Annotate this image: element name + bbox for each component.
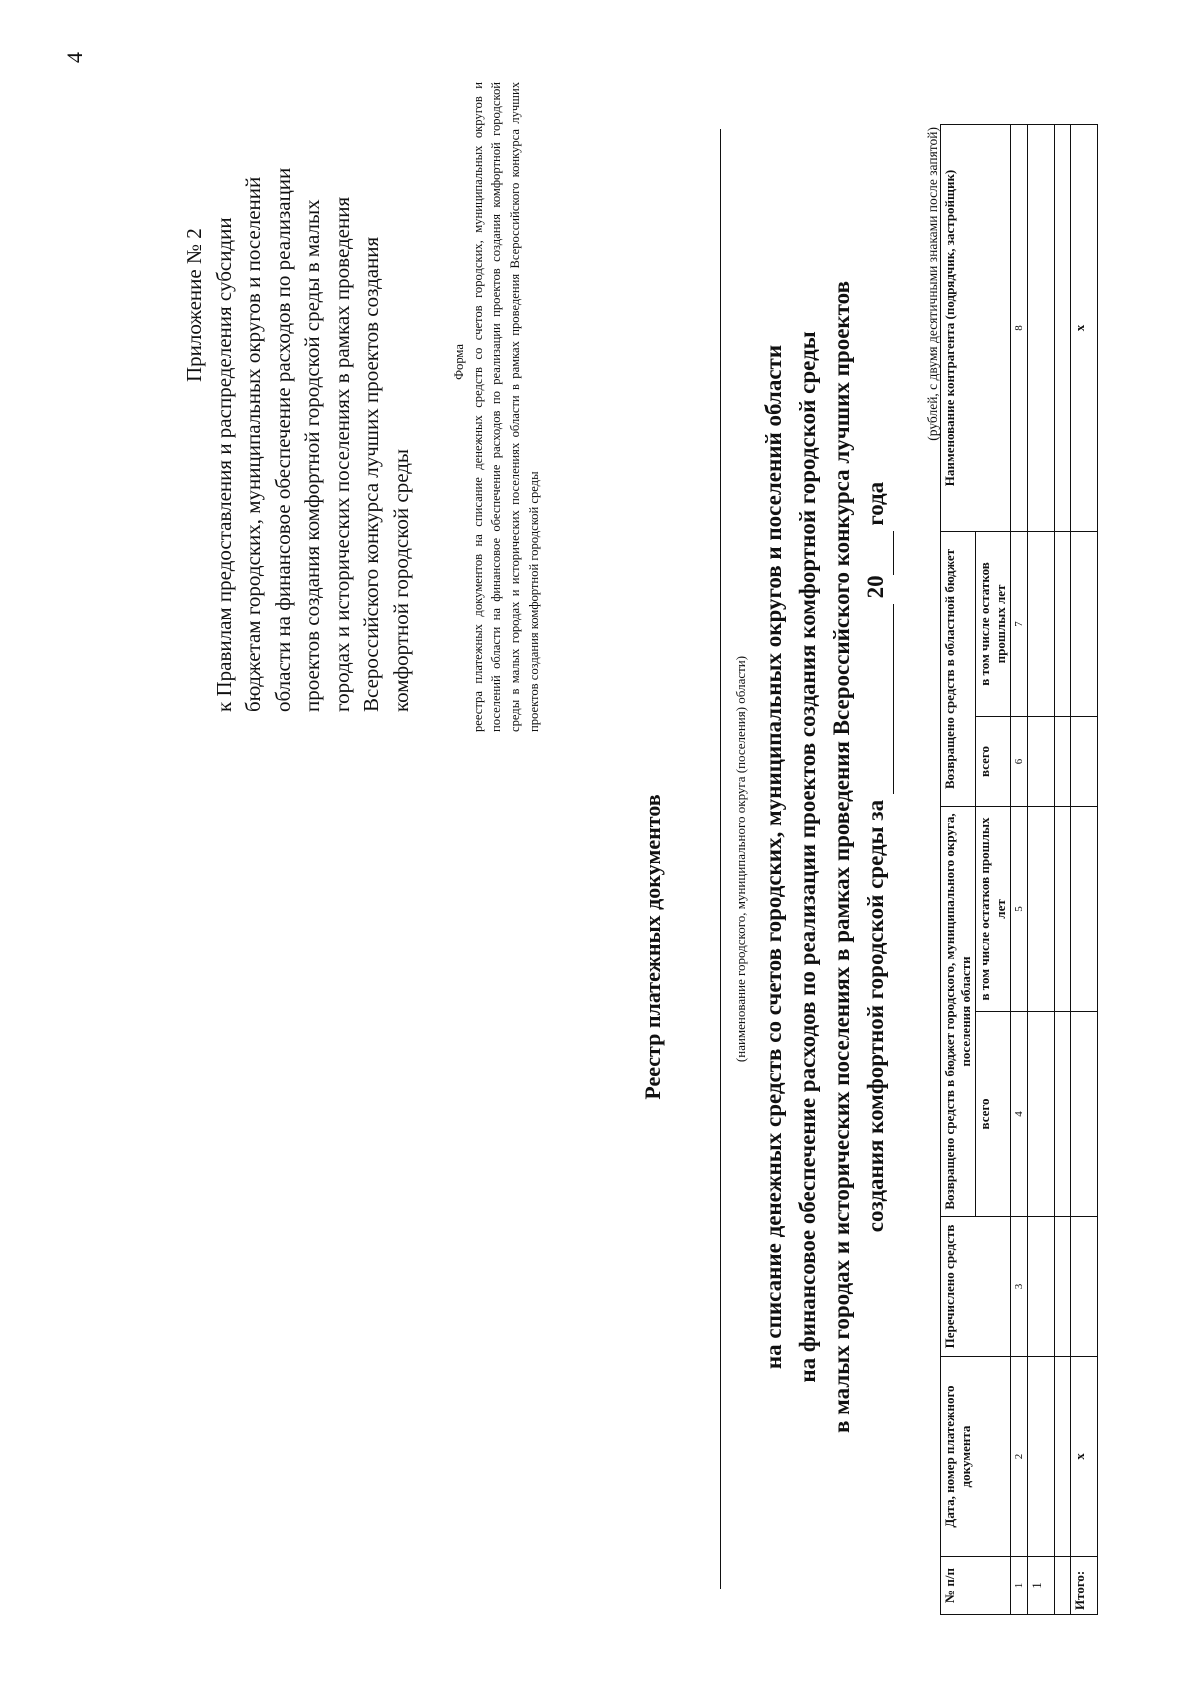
- subheader-of-which: в том числе остатков прошлых лет: [976, 531, 1011, 716]
- register-title: Реестр платежных документов: [640, 794, 665, 1100]
- entity-name-field[interactable]: [712, 129, 721, 1589]
- table-cell[interactable]: [1028, 716, 1055, 806]
- header-document: Дата, номер платежного документа: [941, 1357, 1011, 1557]
- table-cell[interactable]: [1028, 531, 1055, 716]
- table-cell[interactable]: [1028, 806, 1055, 1011]
- table-cell[interactable]: [1028, 124, 1055, 531]
- subtitle-line: на списание денежных средств со счетов городских, муниципальных округов и поселений области: [761, 344, 786, 1370]
- form-title: Форма: [452, 344, 466, 380]
- page-number: 4: [62, 52, 87, 63]
- row-number: 1: [1028, 1557, 1055, 1615]
- units-note: (рублей, с двумя десятичными знаками после запятой): [925, 127, 940, 441]
- form-text: реестра платежных документов на списание денежных средств со счетов городских, муниципальных округов и поселений области на финансовое обеспечение расходов по реализации проектов создания комфортной городской среды в малых городах и исторических поселениях области в рамках проведения Всероссийского конкурса лучших проектов создания комфортной городской среды: [470, 82, 541, 732]
- header-row-number: № п/п: [941, 1557, 1011, 1615]
- table-cell[interactable]: [1055, 806, 1071, 1011]
- appendix-line: комфортной городской среды: [388, 448, 413, 712]
- appendix-block: [180, 72, 416, 712]
- table-cell[interactable]: [1055, 716, 1071, 806]
- entity-name-caption: (наименование городского, муниципального округа (поселения) области): [733, 655, 748, 1063]
- column-number: 2: [1011, 1357, 1028, 1557]
- table-cell[interactable]: [1028, 1217, 1055, 1357]
- subtitle-year-prefix: 20: [863, 575, 888, 599]
- subtitle-line-period: [859, 97, 894, 1617]
- column-number: 1: [1011, 1557, 1028, 1615]
- column-number: 3: [1011, 1217, 1028, 1357]
- subtitle-period-prefix: создания комфортной городской среды за: [863, 799, 888, 1233]
- table-row: [1055, 124, 1071, 1614]
- register-table: [940, 124, 1098, 1615]
- column-number: 8: [1011, 124, 1028, 531]
- table-cell[interactable]: [1055, 1357, 1071, 1557]
- table-cell[interactable]: [1055, 124, 1071, 531]
- table-cell[interactable]: [1028, 1357, 1055, 1557]
- header-returned-local: Возвращено средств в бюджет городского, муниципального округа, поселения области: [941, 806, 976, 1216]
- table-cell[interactable]: [1055, 1557, 1071, 1615]
- subtitle-line: в малых городах и исторических поселениях в рамках проведения Всероссийского конкурса лучших проектов: [829, 281, 854, 1434]
- subheader-total: всего: [976, 716, 1011, 806]
- column-number: 5: [1011, 806, 1028, 1011]
- column-number: 7: [1011, 531, 1028, 716]
- appendix-line: бюджетам городских, муниципальных округов и поселений: [241, 176, 265, 712]
- appendix-title: Приложение № 2: [182, 228, 206, 382]
- appendix-line: городах и исторических поселениях в рамках проведения: [329, 196, 354, 712]
- table-row: [1028, 124, 1055, 1614]
- appendix-line: проектов создания комфортной городской среды в малых: [300, 199, 324, 712]
- total-label: Итого:: [1071, 1557, 1098, 1615]
- subheader-total: всего: [976, 1012, 1011, 1217]
- total-x-mark: х: [1071, 124, 1098, 531]
- table-cell[interactable]: [1071, 806, 1098, 1011]
- header-returned-regional: Возвращено средств в областной бюджет: [941, 531, 976, 806]
- table-cell[interactable]: [1055, 531, 1071, 716]
- table-cell[interactable]: [1071, 531, 1098, 716]
- table-header-row: [941, 124, 976, 1614]
- table-cell[interactable]: [1071, 1012, 1098, 1217]
- form-description: [450, 82, 544, 732]
- subtitle-period-suffix: года: [863, 481, 888, 526]
- table-cell[interactable]: [1071, 716, 1098, 806]
- subtitle-line: на финансовое обеспечение расходов по реализации проектов создания комфортной городской среды: [795, 331, 820, 1383]
- appendix-line: к Правилам предоставления и распределения субсидии: [211, 217, 236, 712]
- total-row: [1071, 124, 1098, 1614]
- header-transferred: Перечислено средств: [941, 1217, 1011, 1357]
- subheader-of-which: в том числе остатков прошлых лет: [976, 806, 1011, 1011]
- table-cell[interactable]: [1028, 1012, 1055, 1217]
- total-x-mark: х: [1071, 1357, 1098, 1557]
- period-blank[interactable]: [859, 604, 894, 794]
- table-cell[interactable]: [1055, 1217, 1071, 1357]
- appendix-line: области на финансовое обеспечение расходов по реализации: [270, 167, 295, 712]
- column-number: 4: [1011, 1012, 1028, 1217]
- register-subtitle: [757, 97, 894, 1617]
- column-number: 6: [1011, 716, 1028, 806]
- year-blank[interactable]: [859, 531, 894, 575]
- column-numbers-row: [1011, 124, 1028, 1614]
- header-contractor: Наименование контрагента (подрядчик, застройщик): [941, 124, 1011, 531]
- table-cell[interactable]: [1055, 1012, 1071, 1217]
- table-cell[interactable]: [1071, 1217, 1098, 1357]
- appendix-line: Всероссийского конкурса лучших проектов создания: [359, 236, 383, 712]
